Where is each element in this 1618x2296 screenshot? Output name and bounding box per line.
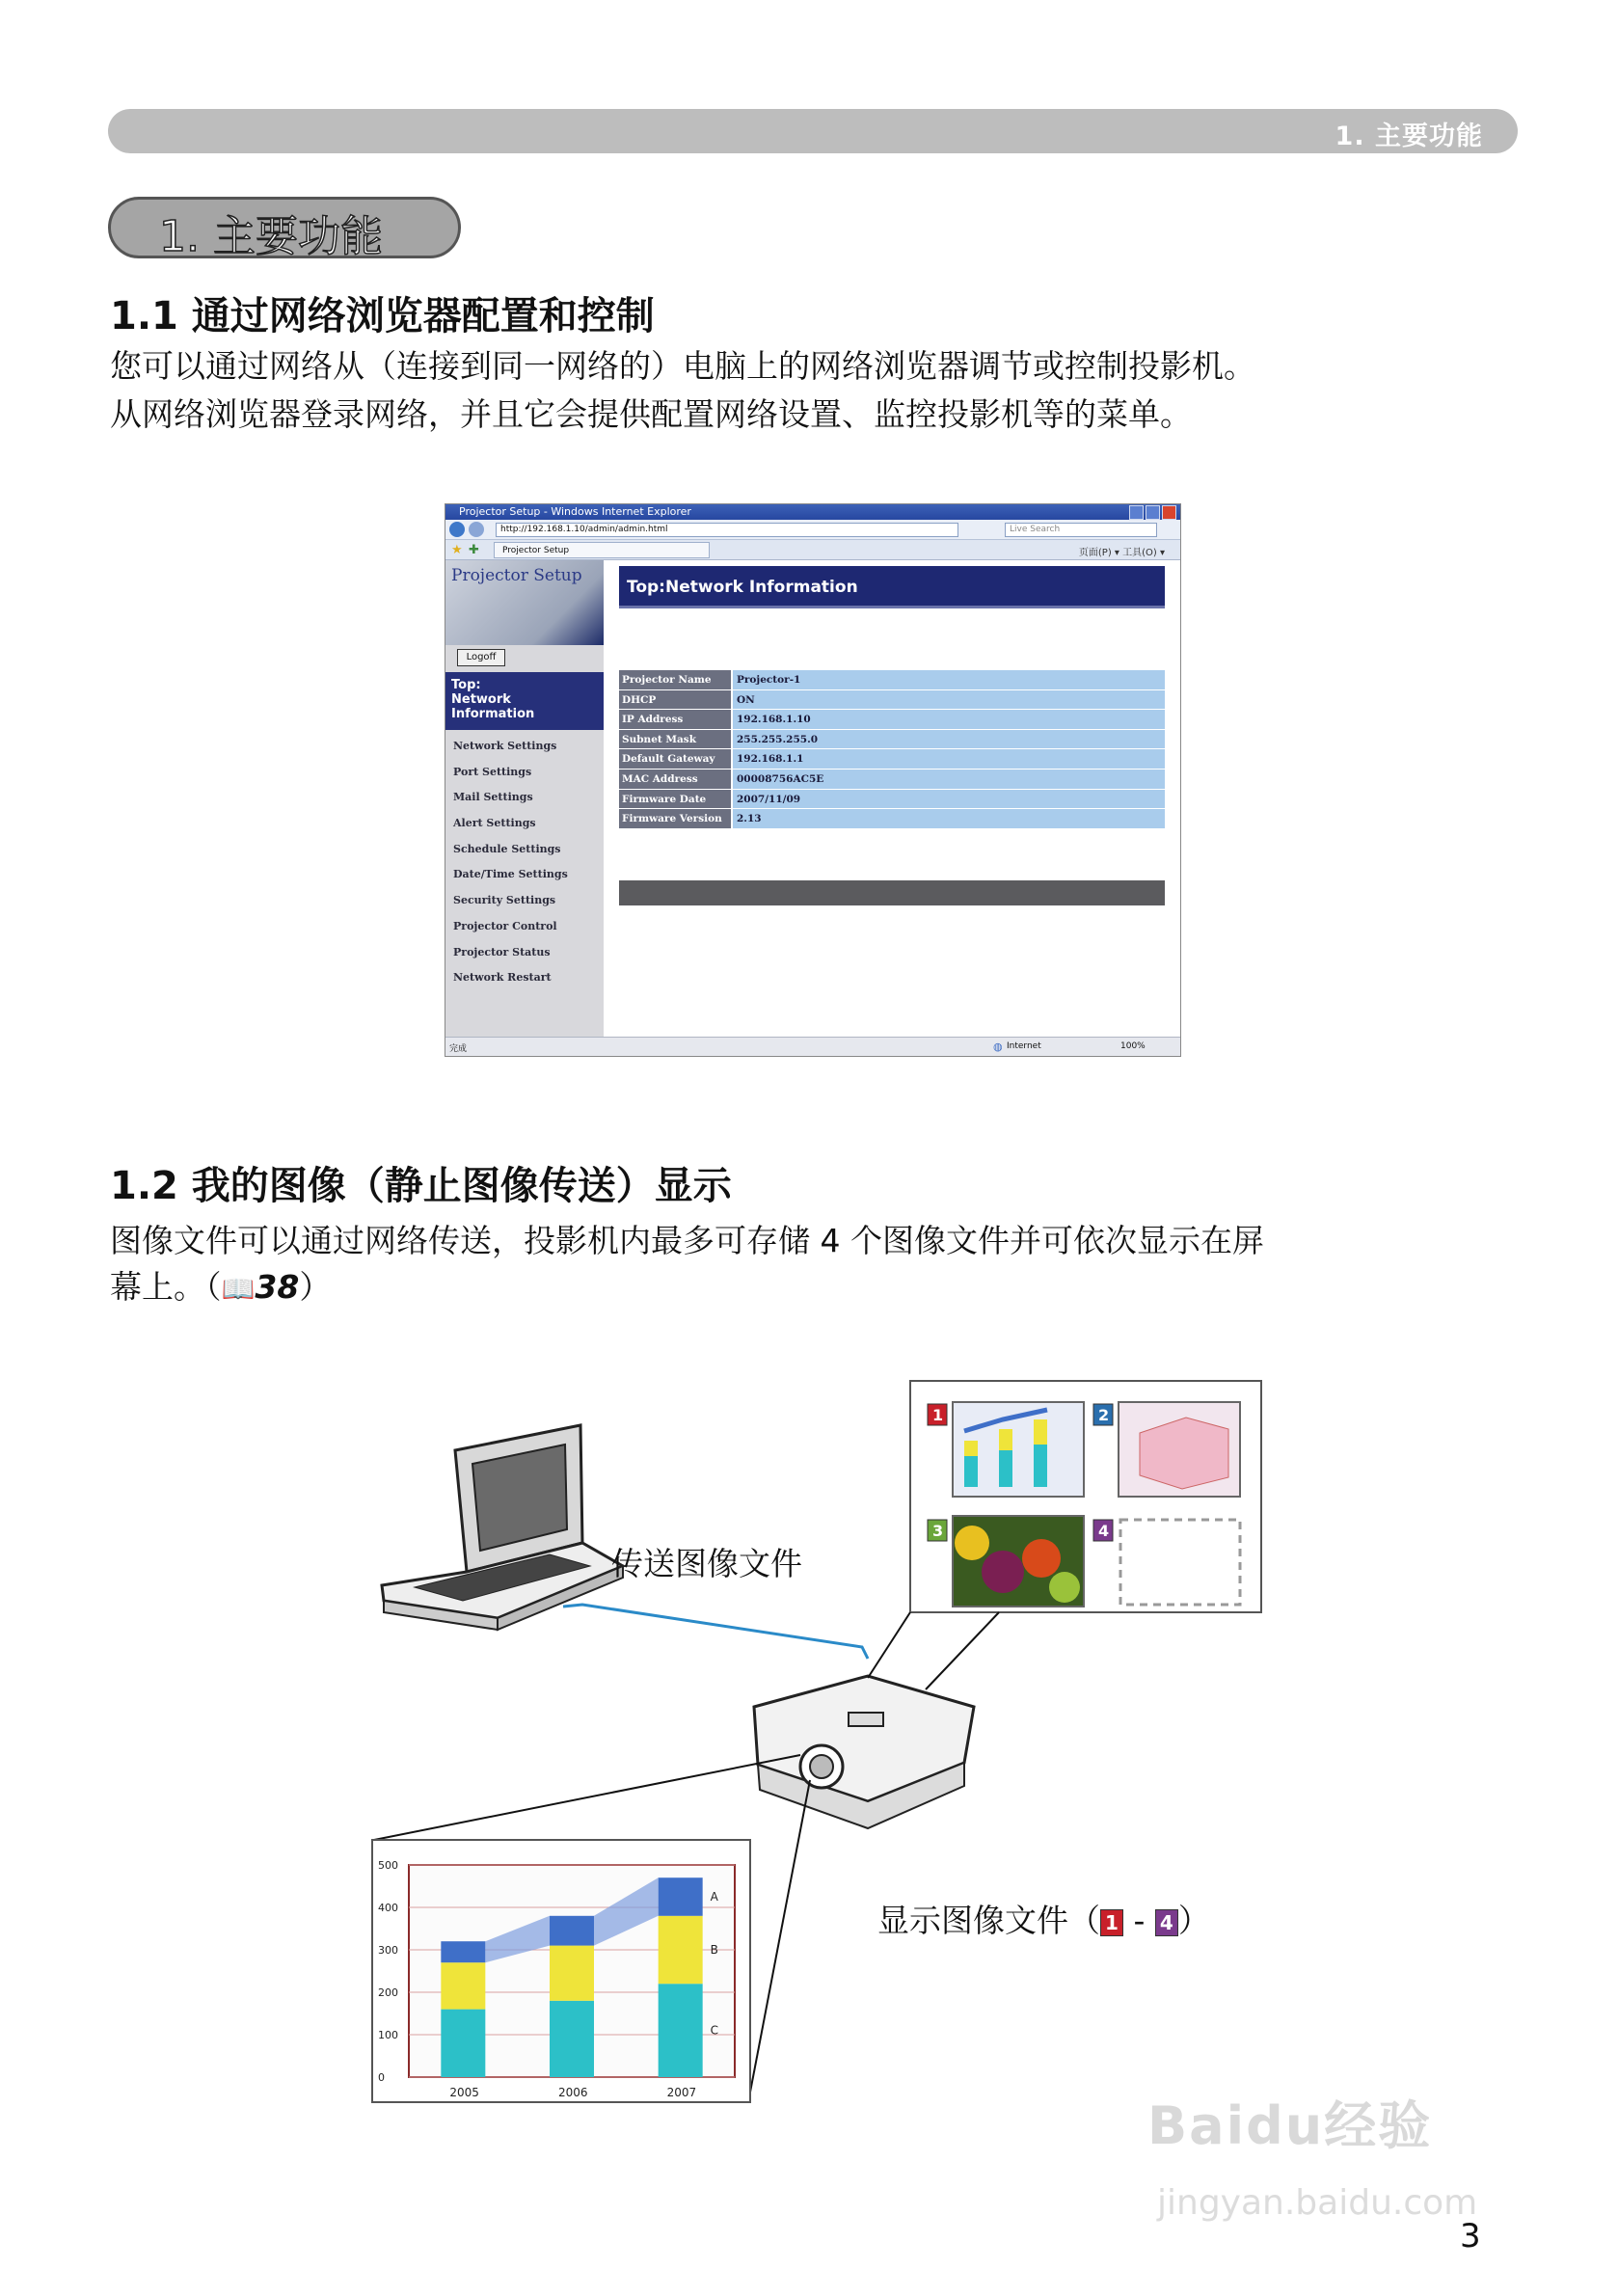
chart-series-label: C (710, 2023, 719, 2038)
svg-text:4: 4 (1098, 1522, 1110, 1540)
info-key: IP Address (619, 710, 731, 730)
chart-y-tick-label: 300 (378, 1944, 398, 1957)
info-value: 255.255.255.0 (731, 730, 1165, 750)
header-section-label: 1. 主要功能 (1335, 122, 1483, 151)
section2-title: 1.2 我的图像（静止图像传送）显示 (110, 1164, 732, 1208)
display-image-label (877, 1896, 1210, 1941)
info-value: 2.13 (731, 809, 1165, 829)
logoff-button[interactable]: Logoff (457, 649, 505, 666)
network-cable (563, 1605, 868, 1659)
badge-1: 1 (1100, 1909, 1123, 1936)
projection-line (748, 1780, 810, 2102)
table-row (619, 730, 1165, 750)
chart-series-label: B (710, 1943, 718, 1957)
sidebar-brand: Projector Setup (451, 566, 582, 585)
slot-badge-4 (1093, 1520, 1113, 1541)
chart-y-tick-label: 0 (378, 2071, 385, 2084)
badge-4: 4 (1155, 1909, 1178, 1936)
display-label-suffix: ） (1177, 1902, 1210, 1939)
page-reference[interactable]: 38 (255, 1268, 300, 1306)
slide-panel (910, 1381, 1261, 1612)
search-input[interactable]: Live Search (1005, 523, 1157, 537)
table-row (619, 809, 1165, 829)
chart-bar-segment-A (441, 1941, 485, 1962)
add-favorite-icon[interactable]: ✚ (469, 543, 479, 557)
sidebar-item-schedule-settings[interactable]: Schedule Settings (453, 842, 561, 855)
table-row (619, 770, 1165, 790)
favorites-star-icon[interactable]: ★ (451, 543, 463, 557)
projection-line (374, 1755, 800, 1840)
slot-badge-3 (928, 1520, 947, 1541)
slot-badge-1 (928, 1404, 947, 1425)
svg-text:2: 2 (1098, 1406, 1110, 1424)
section2-paragraph-line2 (110, 1264, 331, 1312)
book-icon: 📖 (221, 1273, 256, 1305)
sidebar-item-security-settings[interactable]: Security Settings (453, 894, 556, 907)
info-key: Firmware Date (619, 790, 731, 810)
browser-title-bar (445, 504, 1180, 520)
display-label-prefix: 显示图像文件（ (877, 1902, 1100, 1939)
close-icon[interactable] (1162, 505, 1176, 520)
projection-line (868, 1612, 910, 1678)
forward-icon[interactable] (469, 522, 484, 537)
chart-bar-segment-C (441, 2010, 485, 2077)
sidebar-item-alert-settings[interactable]: Alert Settings (453, 817, 536, 830)
display-label-sep: - (1123, 1902, 1155, 1939)
chart-bar-segment-B (659, 1916, 703, 1984)
header-bar (108, 109, 1518, 153)
chart-bar-segment-A (659, 1877, 703, 1916)
chart-y-tick-label: 200 (378, 1986, 398, 1999)
chart-y-tick-label: 100 (378, 2029, 398, 2041)
chart-y-tick-label: 400 (378, 1902, 398, 1914)
info-key: DHCP (619, 690, 731, 711)
chart-bar-segment-A (550, 1916, 594, 1946)
browser-toolbar-tools[interactable]: 页面(P) ▾ 工具(O) ▾ (1078, 548, 1165, 558)
projector-illustration (754, 1676, 974, 1828)
info-key: Default Gateway (619, 749, 731, 770)
browser-tab-bar (445, 540, 1180, 560)
minimize-icon[interactable] (1129, 505, 1144, 520)
section1-paragraph-line2: 从网络浏览器登录网络，并且它会提供配置网络设置、监控投影机等的菜单。 (110, 395, 1192, 433)
tab-projector-setup[interactable]: Projector Setup (494, 542, 710, 558)
info-value: 192.168.1.10 (731, 710, 1165, 730)
watermark-url: jingyan.baidu.com (1157, 2183, 1478, 2223)
info-key: Firmware Version (619, 809, 731, 829)
info-key: MAC Address (619, 770, 731, 790)
browser-screenshot (445, 503, 1181, 1057)
sidebar-item-date-time-settings[interactable]: Date/Time Settings (453, 868, 568, 881)
sidebar-header-image (445, 560, 604, 645)
info-value: Projector-1 (731, 670, 1165, 690)
chart-bar-segment-C (659, 1984, 703, 2077)
section1-title: 1.1 通过网络浏览器配置和控制 (110, 294, 655, 338)
watermark-logo: Baidu经验 (1147, 2095, 1433, 2156)
back-icon[interactable] (449, 522, 465, 537)
globe-icon: ◍ (993, 1040, 1003, 1053)
send-image-label: 传送图像文件 (611, 1545, 802, 1582)
section2-paragraph-end: ） (299, 1268, 332, 1306)
browser-window-title: Projector Setup - Windows Internet Explorer (459, 505, 691, 518)
sidebar-item-top-network-information[interactable]: Top: Network Information (445, 672, 604, 730)
svg-text:3: 3 (932, 1522, 944, 1540)
sidebar-item-network-settings[interactable]: Network Settings (453, 740, 557, 752)
chart-bar-segment-B (441, 1962, 485, 2009)
chapter-pill (108, 197, 461, 261)
table-row (619, 690, 1165, 711)
sidebar-menu (453, 734, 602, 991)
chart-y-tick-label: 500 (378, 1859, 398, 1872)
sidebar-item-network-restart[interactable]: Network Restart (453, 971, 552, 985)
sidebar-item-mail-settings[interactable]: Mail Settings (453, 791, 533, 804)
setup-sidebar (445, 560, 604, 1037)
chart-x-tick-label: 2006 (558, 2086, 588, 2099)
svg-text:1: 1 (932, 1406, 944, 1424)
info-value: ON (731, 690, 1165, 711)
section1-paragraph-line1: 您可以通过网络从（连接到同一网络的）电脑上的网络浏览器调节或控制投影机。 (110, 347, 1255, 385)
network-info-table (619, 670, 1165, 829)
info-key: Subnet Mask (619, 730, 731, 750)
sidebar-item-port-settings[interactable]: Port Settings (453, 765, 532, 778)
table-row (619, 749, 1165, 770)
slot-badge-2 (1093, 1404, 1113, 1425)
page-number: 3 (1460, 2217, 1481, 2255)
chart-bar-segment-C (550, 2001, 594, 2077)
bar-chart (372, 1840, 750, 2102)
sidebar-item-projector-control[interactable]: Projector Control (453, 919, 557, 932)
main-heading: Top:Network Information (619, 566, 1165, 608)
chart-series-label: A (710, 1890, 718, 1904)
setup-main-panel (619, 560, 1165, 1037)
status-zone: Internet (1007, 1041, 1041, 1051)
info-value: 192.168.1.1 (731, 749, 1165, 770)
info-key: Projector Name (619, 670, 731, 690)
chart-x-tick-label: 2005 (449, 2086, 479, 2099)
chart-x-tick-label: 2007 (666, 2086, 697, 2099)
maximize-icon[interactable] (1146, 505, 1160, 520)
projection-line (926, 1612, 999, 1689)
chapter-title: 1. 主要功能 (159, 212, 383, 261)
address-bar[interactable]: http://192.168.1.10/admin/admin.html (496, 523, 958, 537)
image-transfer-diagram (328, 1369, 1292, 2121)
chart-bar-segment-B (550, 1946, 594, 2001)
info-value: 00008756AC5E (731, 770, 1165, 790)
info-value: 2007/11/09 (731, 790, 1165, 810)
browser-status-bar (445, 1037, 1180, 1057)
status-zoom[interactable]: 100% (1120, 1041, 1146, 1051)
section2-paragraph-start: 幕上。（ (110, 1268, 222, 1306)
table-row (619, 790, 1165, 810)
laptop-illustration (382, 1425, 623, 1630)
table-row (619, 710, 1165, 730)
main-footer-bar (619, 880, 1165, 905)
section2-paragraph-line1: 图像文件可以通过网络传送，投影机内最多可存储 4 个图像文件并可依次显示在屏 (110, 1222, 1264, 1259)
table-row (619, 670, 1165, 690)
browser-nav-bar (445, 520, 1180, 540)
sidebar-item-projector-status[interactable]: Projector Status (453, 945, 551, 959)
status-text: 完成 (449, 1044, 468, 1054)
